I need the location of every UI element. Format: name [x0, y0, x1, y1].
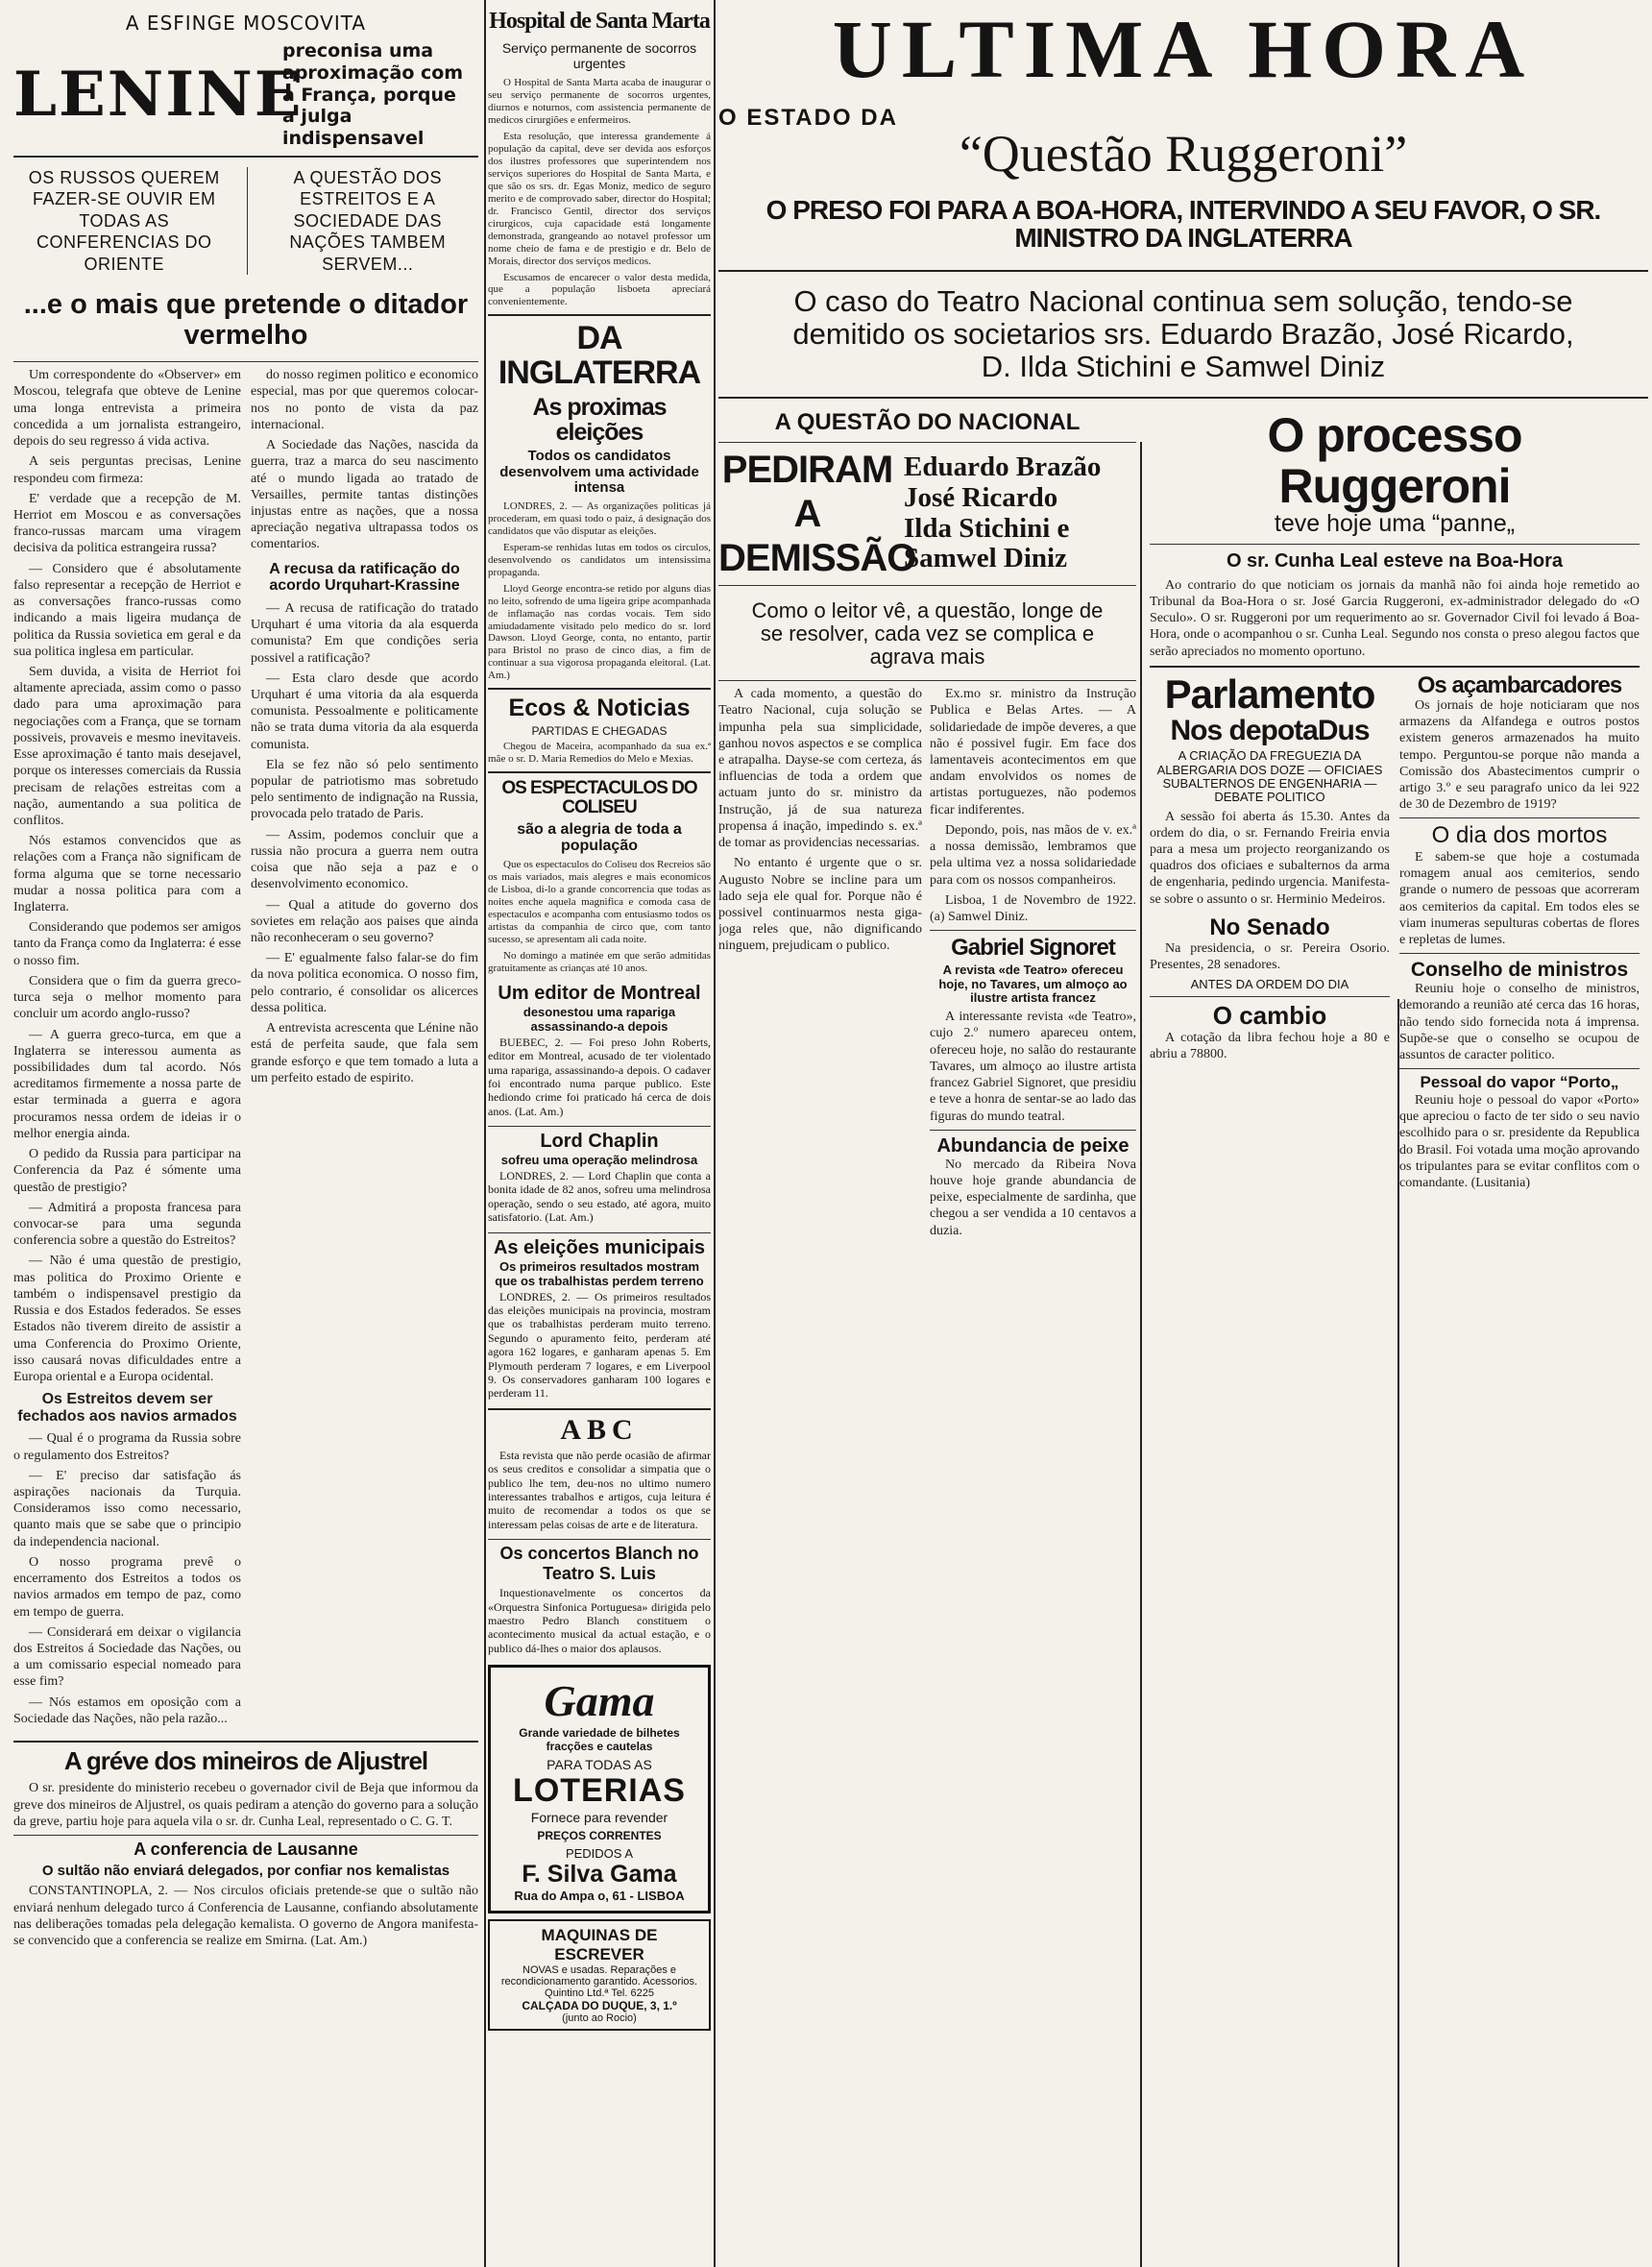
ad-line: PEDIDOS A [565, 1846, 634, 1862]
mortos-headline: O dia dos mortos [1431, 822, 1608, 849]
ecos-subhead: PARTIDAS E CHEGADAS [531, 723, 668, 738]
paragraph: — E' preciso dar satisfação ás aspirações nacionais da Turquia. Consideramos isso como necessario, quanto mais que se sabe que o principio da independencia nacional. [13, 1468, 241, 1549]
lenine-article-col2 [251, 367, 478, 552]
paragraph: A entrevista acrescenta que Lénine não está de perfeita saude, que fala sem grande esforço e que tem tomado a luta a um perfeito estado de espirito. [251, 1021, 478, 1085]
ratificacao-body [251, 600, 478, 1086]
ad-title: MAQUINAS DE ESCREVER [541, 1926, 658, 1964]
paragraph: Esperam-se renhidas lutas em todos os circulos, desenvolvendo os candidatos um intensissima propaganda. [488, 541, 711, 578]
ecos-body [488, 741, 711, 766]
estreitos-subhead: Os Estreitos devem ser fechados aos navios armados [17, 1391, 237, 1425]
inglaterra-headline: DA INGLATERRA [498, 320, 701, 392]
maquinas-ad [488, 1919, 711, 2031]
senado-subhead: ANTES DA ORDEM DO DIA [1190, 976, 1349, 991]
paragraph: do nosso regimen politico e economico especial, mas por que queremos colocar-nos no ponto de vista da paz internacional. [251, 368, 478, 432]
parlamento-deck: A CRIAÇÃO DA FREGUEZIA DA ALBERGARIA DOS DOZE — OFICIAES SUBALTERNOS DE ENGENHARIA — DEBATE POLITICO [1156, 748, 1383, 805]
paragraph: Um correspondente do «Observer» em Moscou, telegrafa que obteve de Lenine uma longa entrevista a primeira concedida a um jornalista estrangeiro, depois do seu regresso á vida activa. [13, 368, 241, 450]
paragraph: — Considero que é absolutamente falso representar a recepção de Herriot e as conversações franco-russas como indicando a mais ligeira mudança de politica da Russia sovietica em geral e da sua politica inglesa em particular. [13, 561, 241, 659]
mortos-body [1399, 849, 1640, 948]
parlamento-subhead: Nos depotaDus [1170, 714, 1370, 746]
loterias-ad [488, 1665, 711, 1914]
paragraph: — Nós estamos em oposição com a Sociedade das Nações, não pela razão... [13, 1694, 241, 1726]
column-rule [484, 0, 486, 2267]
paragraph: A sessão foi aberta ás 15.30. Antes da ordem do dia, o sr. Fernando Freiria envia para a mesa um projecto reorganizando os quadros dos oficiaes e subalternos da arma de engenharia, pedindo urgencia. Manifesta-se sobre o assunto o sr. Herminio Medeiros. [1150, 809, 1390, 907]
cambio-headline: O cambio [1212, 1000, 1327, 1030]
paragraph: — Assim, podemos concluir que a russia não procura a guerra nem outra coisa que não seja a paz e o desenvolvimento economico. [251, 827, 478, 892]
paragraph: Reuniu hoje o pessoal do vapor «Porto» que apreciou o facto de ter sido o seu navio escolhido para o sr. presidente da Republica do Brasil. Foi votada uma moção aprovando os tripulantes para se evitar conflitos com o comandante. (Lusitania) [1399, 1093, 1640, 1191]
processo-section [1150, 404, 1640, 1243]
panne-subhead: teve hoje uma “panne„ [1274, 510, 1516, 538]
greve-body [13, 1780, 478, 1830]
conselho-body [1399, 981, 1640, 1063]
senado-headline: No Senado [1209, 914, 1330, 940]
signoret-headline: Gabriel Signoret [951, 935, 1115, 962]
nacional-headline: A QUESTÃO DO NACIONAL [774, 409, 1081, 436]
paragraph: E sabem-se que hoje a costumada romagem anual aos cemiterios, sendo grande o numero de pessoas que acorreram aos cemiterios da capital. Em todos eles se viam inumeras sepulturas cobertas de flores e repletas de lumes. [1399, 849, 1640, 947]
paragraph: Escusamos de encarecer o valor desta medida, que a população lisboeta apreciará convenientemente. [488, 271, 711, 308]
name-item: Ilda Stichini e [904, 512, 1070, 544]
acambarcadores-headline: Os açambarcadores [1417, 671, 1622, 698]
kicker: A ESFINGE MOSCOVITA [125, 12, 367, 35]
ad-name: F. Silva Gama [522, 1861, 677, 1889]
sub-heading-left: OS RUSSOS QUEREM FAZER-SE OUVIR EM TODAS AS CONFERENCIAS DO ORIENTE [28, 167, 220, 274]
lausanne-body [13, 1883, 478, 1949]
paragraph: CONSTANTINOPLA, 2. — Nos circulos oficiais pretende-se que o sultão não enviará nenhum delegado turco á Conferencia de Lausanne, confiando absolutamente nas deliberações tomadas pela delegação kemalista. O governo de Angora manifesta-se convencido que a conferencia se realize em Smirna. (Lat. Am.) [13, 1884, 478, 1948]
paragraph: A cotação da libra fechou hoje a 80 e abriu a 78800. [1150, 1030, 1390, 1061]
sub-heading-right: A QUESTÃO DOS ESTREITOS E A SOCIEDADE DAS NAÇÕES TAMBEM SERVEM... [247, 167, 479, 276]
ad-body: NOVAS e usadas. Reparações e recondicionamento garantido. Acessorios. Quintino Ltd.ª Tel. 6225 [500, 1964, 698, 2000]
masthead: ULTIMA HORA [832, 3, 1535, 95]
ad-line: PARA TODAS AS [547, 1757, 652, 1773]
coliseu-subhead: são a alegria de toda a população [517, 820, 682, 855]
blanch-headline: Os concertos Blanch no Teatro S. Luis [488, 1539, 711, 1584]
ecos-headline: Ecos & Noticias [508, 695, 691, 722]
paragraph: Esta resolução, que interessa grandemente á população da capital, deve ser devida aos esforços dos ilustres professores que superintendem nos serviços superiores do Hospital de Santa Marta, e que são os srs. dr. Egas Moniz, medico de seguro merito e de comprovado saber, director do Hospital; dr. Francisco Gentil, director dos serviços cirurgicos, cuja capacidade está longamente demonstrada, grangeando ao notavel professor um nome cheio de fama e de prestigio e dr. Belo de Morais, director dos serviços medicos. [488, 130, 711, 267]
paragraph: — Admitirá a proposta francesa para convocar-se para uma segunda conferencia sobre a questão do Estreitos? [13, 1200, 241, 1249]
center-secondary-stories [488, 983, 711, 1655]
paragraph: O sr. presidente do ministerio recebeu o governador civil de Beja que informou da greve dos mineiros de Aljustrel, os quais pediram a atenção do governo para a solução da greve, partiu hoje para aquela vila o sr. dr. Cunha Leal, representado o C. G. T. [13, 1781, 478, 1829]
paragraph: O Hospital de Santa Marta acaba de inaugurar o seu serviço permanente de socorros urgentes, diurnos e noturnos, com assistencia permanente de medicos cirurgiões e enfermeiros. [488, 76, 711, 126]
paragraph: No domingo a matinée em que serão admitidas gratuitamente as crianças até 10 anos. [488, 949, 711, 974]
paragraph: LONDRES, 2. — As organizações politicas já procederam, em quasi todo o paiz, á designação dos candidatos que vão disputar as eleições. [488, 500, 711, 537]
acambarcadores-body [1399, 697, 1640, 814]
montreal-headline: Um editor de Montreal [498, 982, 701, 1004]
teatro-deck: O caso do Teatro Nacional continua sem solução, tendo-se demitido os societarios srs. Eduardo Brazão, José Ricardo, D. Ilda Stichini e Samwel Diniz [792, 283, 1574, 384]
paragraph: — Considerará em deixar o vigilancia dos Estreitos á Sociedade das Nações, ou a um comissario especial nomeado para esse fim? [13, 1624, 241, 1690]
left-column [13, 0, 478, 2267]
nacional-section [718, 404, 1136, 1243]
center-column [488, 0, 711, 2267]
lenine-title: LENINE [13, 58, 304, 131]
lenine-article-col1 [13, 367, 241, 1727]
paragraph: Depondo, pois, nas mãos de v. ex.ª a nossa demissão, lembramos que pela ultima vez a nossa solidariedade para com os nossos companheiros. [930, 822, 1136, 888]
paragraph: Considera que o fim da guerra greco-turca seja o melhor momento para concluir um acordo anglo-russo? [13, 973, 241, 1022]
chaplin-body: LONDRES, 2. — Lord Chaplin que conta a bonita idade de 82 anos, sofreu uma melindrosa operação, sendo o seu estado, até agora, muito satisfatorio. (Lat. Am.) [488, 1169, 711, 1225]
paragraph: Na presidencia, o sr. Pereira Osorio. Presentes, 28 senadores. [1150, 941, 1390, 973]
lausanne-headline: A conferencia de Lausanne [134, 1840, 358, 1860]
cambio-body [1150, 1030, 1390, 1062]
municipais-body: LONDRES, 2. — Os primeiros resultados das eleições municipais na provincia, mostram que os trabalhistas perderam muito terreno. Segundo o apuramento feito, perderam até agora 162 logares, e ganharam apenas 5. Em Plymouth perderam 7 logares, e em Liverpool 9. Os conservadores ganharam 100 logares e perderam 11. [488, 1289, 711, 1401]
coliseu-body [488, 859, 711, 975]
paragraph: A Sociedade das Nações, nascida da guerra, traz a marca do seu nascimento até o mundo ligada ao tratado de Versailles, permite tantas distinções injustas entre as nações, que a nossa apreciação negativa ultrapassa todos os comentarios. [251, 438, 478, 552]
cunha-subhead: O sr. Cunha Leal esteve na Boa-Hora [1226, 549, 1564, 572]
paragraph: Ela se fez não só pelo sentimento popular de patriotismo mas sobretudo pelo sentimento de indignação na Russia, provocada pelo tratado de Paris. [251, 757, 478, 822]
inglaterra-deck: Todos os candidatos desenvolvem uma actividade intensa [499, 448, 699, 497]
column-rule [714, 0, 716, 2267]
como-subhead: Como o leitor vê, a questão, longe de se resolver, cada vez se complica e agrava mais [751, 597, 1104, 669]
porto-body [1399, 1092, 1640, 1191]
coliseu-headline: OS ESPECTACULOS DO COLISEU [501, 777, 697, 817]
paragraph: Nós estamos convencidos que as relações com a França não significam de forma alguma que se torne necessario mudar a nossa politica para com a Inglaterra. [13, 834, 241, 915]
signoret-body [930, 1009, 1136, 1125]
senado-body [1150, 940, 1390, 973]
paragraph: — A recusa de ratificação do tratado Urquhart é uma vitoria da ala esquerda comunista? Em que condições seria possivel a ratificação? [251, 600, 478, 666]
name-item: Eduardo Brazão [904, 451, 1102, 482]
paragraph: — Esta claro desde que acordo Urquhart é uma vitoria da ala esquerda comunista. Pessoalmente e politicamente não se trata duma vitoria da ala esquerda comunista. [251, 670, 478, 752]
chaplin-subhead: sofreu uma operação melindrosa [500, 1153, 698, 1168]
nacional-body-col1 [718, 686, 922, 1243]
paragraph: E' verdade que a recepção de M. Herriot em Moscou e as conversações franco-russas marcam uma viragem decisiva da politica estrangeira russa? [13, 491, 241, 556]
questao-headline: “Questão Ruggeroni” [959, 124, 1408, 183]
parlamento-body [1150, 809, 1390, 908]
municipais-headline: As eleições municipais [488, 1232, 711, 1259]
peixe-headline: Abundancia de peixe [936, 1134, 1130, 1157]
processo-body [1150, 577, 1640, 660]
inglaterra-body [488, 500, 711, 683]
montreal-subhead: desonestou uma rapariga assassinando-a depois [522, 1004, 676, 1034]
ad-line: Fornece para revender [530, 1810, 668, 1826]
signoret-subhead: A revista «de Teatro» ofereceu hoje, no Tavares, um almoço ao ilustre artista francez [938, 963, 1128, 1005]
paragraph: Que os espectaculos do Coliseu dos Recreios são os mais variados, mais alegres e mais economicos de Lisboa, di-lo a grande concorrencia que todas as noites enche aquela magnifica e comoda casa de espectaculos e acompanha com entusiasmo todos os artistas da companhia de circo que, com tanto sucesso, se apresentam ali cada noite. [488, 859, 711, 945]
paragraph: Lloyd George encontra-se retido por alguns dias no leito, sofrendo de uma ligeira gripe acompanhada de inflamação nas cordas vocais. Tem sido amiudadamente visitado pelo medico do sr. lord Dawson. Lloyd George, conta, no entanto, partir para Bristol no praso de cinco dias, a fim de continuar a sua vigorosa propaganda eleitoral. (Lat. Am.) [488, 582, 711, 682]
ultima-hora-block [718, 0, 1648, 2267]
paragraph: Chegou de Maceira, acompanhado da sua ex.ª mãe o sr. D. Maria Remedios do Melo e Mexias. [488, 741, 711, 765]
conselho-headline: Conselho de ministros [1410, 959, 1629, 982]
ad-address: CALÇADA DO DUQUE, 3, 1.º [522, 1999, 677, 2013]
paragraph: No entanto é urgente que o sr. Augusto Nobre se incline para um lado seja ele qual for. Porque não é possivel continuarmos nesta giga-joga reles que, não dignificando ninguem, prejudicam o publico. [718, 856, 922, 954]
blanch-body: Inquestionavelmente os concertos da «Orquestra Sinfonica Portuguesa» dirigida pelo maestro Pedro Blanch constituem o acontecimento musical da actual estação, e o publico dá-lhes o maior dos aplausos. [488, 1586, 711, 1655]
paragraph: — Qual é o programa da Russia sobre o regulamento dos Estreitos? [13, 1431, 241, 1463]
processo-headline: O processo Ruggeroni [1267, 408, 1522, 513]
ad-note: (junto ao Rocio) [562, 2012, 637, 2025]
chaplin-headline: Lord Chaplin [488, 1126, 711, 1153]
paragraph: A seis perguntas precisas, Lenine respondeu com firmeza: [13, 454, 241, 486]
paragraph: — Não é uma questão de prestigio, mas politica do Proximo Oriente e também o indispensavel prestigio da Russia e dos Estados federados. Se esses Estados não tiverem direito de assistir a uma Conferencia do Proximo Oriente, isso causará novas dificuldades entre a Europa oriental e a Europa ocidental. [13, 1254, 241, 1384]
hospital-headline: Hospital de Santa Marta [489, 9, 710, 34]
preso-subhead: O PRESO FOI PARA A BOA-HORA, INTERVINDO A SEU FAVOR, O SR. MINISTRO DA INGLATERRA [765, 195, 1601, 254]
hospital-subhead: Serviço permanente de socorros urgentes [501, 40, 697, 71]
lenine-headline: ...e o mais que pretende o ditador vermelho [23, 289, 469, 352]
hospital-body [488, 77, 711, 308]
ratificacao-subhead: A recusa da ratificação do acordo Urquhart-Krassine [269, 560, 460, 595]
paragraph: Ao contrario do que noticiam os jornais da manhã não foi ainda hoje remetido ao Tribunal da Boa-Hora o sr. José Garcia Ruggeroni, ex-administrador delegado do «O Seculo». O sr. Ruggeroni por um requerimento ao sr. Governador Civil foi levado á Boa-Hora, onde o acompanhou o sr. Cunha Leal. Segundo nos consta o preso alegou factos que serão apreciados no momento oportuno. [1150, 577, 1640, 659]
inglaterra-subhead: As proximas eleições [532, 393, 667, 447]
abc-headline: ABC [488, 1408, 711, 1447]
paragraph: — A guerra greco-turca, em que a Inglaterra se interessou aumenta as possibilidades dum tal acordo. Nós acreditamos firmemente a nossa parte de estar terminada a guerra e agora procuramos nessa ordem de ideias ir o melhor energia ainda. [13, 1027, 241, 1141]
paragraph: Sem duvida, a visita de Herriot foi altamente apreciada, assim como o passo dado para uma aproximação para negociações com a França, que se tornam possiveis, provaveis e mesmo inevitaveis. Esse aproximação é tanto mais desejavel, porque os interesses comerciais da Russia precisam de relações estreitas com a nação, aumentando a sua politica de conflitos. [13, 664, 241, 828]
greve-headline: A gréve dos mineiros de Aljustrel [63, 1746, 428, 1776]
paragraph: Ex.mo sr. ministro da Instrução Publica e Belas Artes. — A solidariedade de impõe deveres, a que não é possivel fugir. Em face dos lamentaveis acontecimentos em que andam envolvidos os nomes de artistas portuguezes, não podemos ficar indiferentes. [930, 687, 1136, 817]
pediram-headline: PEDIRAM A DEMISSÃO [718, 448, 916, 579]
peixe-body [930, 1157, 1136, 1239]
paragraph: Considerando que podemos ser amigos tanto da França como da Inglaterra: é esse o nosso fim. [13, 920, 241, 968]
paragraph: O pedido da Russia para participar na Conferencia da Paz é sómente uma questão de prestigio? [13, 1147, 241, 1195]
ad-brand: Gama [544, 1676, 655, 1726]
paragraph: O nosso programa prevê o encerramento dos Estreitos a todos os navios armados em tempo de paz, como em tempo de guerra. [13, 1554, 241, 1620]
montreal-body: BUEBEC, 2. — Foi preso John Roberts, editor em Montreal, acusado de ter violentado uma rapariga, assassinando-a depois. O cadaver foi encontrado numa parque publico. Este hediondo crime foi praticado há cerca de dois anos. (Lat. Am.) [488, 1035, 711, 1118]
paragraph: Lisboa, 1 de Novembro de 1922. (a) Samwel Diniz. [930, 892, 1136, 924]
paragraph: Os jornais de hoje noticiaram que nos armazens da Alfandega e outros postos existem generos armazenados ha muito tempo. Perguntou-se porque não manda a Comissão dos Abastecimentos cumprir o artigo 3.º e seu paragrafo unico da lei 922 de 30 de Dezembro de 1919? [1399, 697, 1640, 813]
lausanne-subhead: O sultão não enviará delegados, por confiar nos kemalistas [41, 1862, 450, 1879]
paragraph: — E' egualmente falso falar-se do fim da nova politica economica. O nosso fim, pelo contrario, é consolidar os alicerces dessa politica. [251, 951, 478, 1015]
estado-label: O ESTADO DA [718, 105, 898, 132]
ad-big: LOTERIAS [513, 1772, 686, 1810]
abc-body: Esta revista que não perde ocasião de afirmar os seus creditos e consolidar a simpatia que o publico lhe tem, deu-nos no ultimo numero interessantes trabalhos e artigos, cuja leitura é muito de recomendar a todos os que se interessam pelas coisas de arte e de literatura. [488, 1448, 711, 1531]
ad-line: PREÇOS CORRENTES [537, 1829, 662, 1843]
paragraph: A interessante revista «de Teatro», cujo 2.º numero apareceu ontem, ofereceu hoje, no salão do restaurante Tavares, um almoço ao ilustre artista francez Gabriel Signoret, que presidiu e teve a honra de sentar-se ao lado das figuras do mundo teatral. [930, 1010, 1136, 1124]
parlamento-headline: Parlamento [1164, 670, 1375, 717]
ad-line: Grande variedade de bilhetes fracções e cautelas [519, 1726, 680, 1754]
paragraph: — Qual a atitude do governo dos sovietes em relação aos paises que ainda não reconheceram o seu governo? [251, 897, 478, 946]
name-item: Samwel Diniz [904, 543, 1067, 574]
paragraph: No mercado da Ribeira Nova houve hoje grande abundancia de peixe, especialmente de sardinha, que chegou a ser vendida a 10 centavos a duzia. [930, 1157, 1136, 1238]
paragraph: Reuniu hoje o conselho de ministros, demorando a reunião até cerca das 16 horas, não tendo sido fornecida nota á imprensa. Supõe-se que o conselho se ocupou de assuntos de caracter politico. [1399, 982, 1640, 1063]
nacional-body-col2 [930, 686, 1136, 925]
paragraph: A cada momento, a questão do Teatro Nacional, cuja solução se impunha pela sua simplicidade, ganhou novos aspectos e se complica e atrapalha. Dayse-se com certeza, ás influencias de toda a ordem que actuam junto do sr. ministro da Instrução, já de sua natureza propensa á inação, impedindo s. ex.ª de tomar as providencias necessarias. [718, 687, 922, 851]
municipais-subhead: Os primeiros resultados mostram que os trabalhistas perdem terreno [495, 1258, 704, 1288]
ad-address: Rua do Ampa o, 61 - LISBOA [514, 1889, 685, 1904]
porto-headline: Pessoal do vapor “Porto„ [1420, 1073, 1619, 1092]
name-item: José Ricardo [904, 481, 1058, 513]
lenine-deck: preconisa uma aproximação com a França, porque a julga indispensavel [282, 40, 464, 150]
